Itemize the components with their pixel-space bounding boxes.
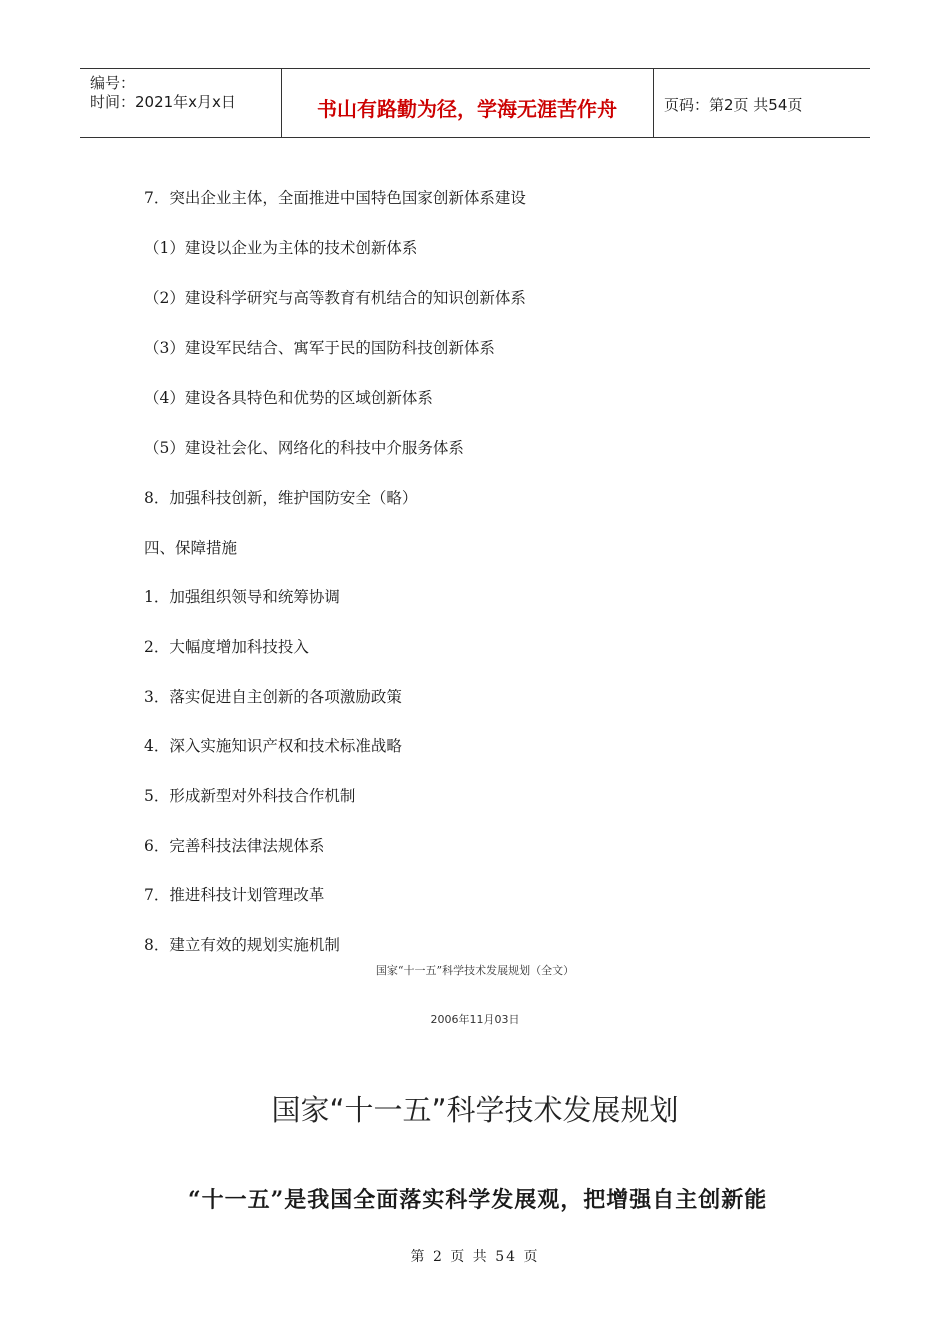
list-item: 7．突出企业主体，全面推进中国特色国家创新体系建设 bbox=[144, 189, 526, 207]
list-item: 5．形成新型对外科技合作机制 bbox=[144, 787, 356, 805]
page-header bbox=[80, 68, 870, 138]
header-page-cell bbox=[654, 69, 870, 137]
list-item: 7．推进科技计划管理改革 bbox=[144, 886, 325, 904]
list-item: 4．深入实施知识产权和技术标准战略 bbox=[144, 737, 402, 755]
list-item: 3．落实促进自主创新的各项激励政策 bbox=[144, 688, 402, 706]
header-info-cell bbox=[80, 69, 282, 137]
lead-paragraph: “十一五”是我国全面落实科学发展观，把增强自主创新能 bbox=[188, 1187, 768, 1213]
list-item: （2）建设科学研究与高等教育有机结合的知识创新体系 bbox=[144, 289, 526, 307]
section-heading: 四、保障措施 bbox=[144, 539, 238, 557]
list-item: （1）建设以企业为主体的技术创新体系 bbox=[144, 239, 418, 257]
page-footer: 第 2 页 共 54 页 bbox=[410, 1249, 540, 1265]
number-label: 编号： bbox=[90, 74, 136, 92]
list-item: （3）建设军民结合、寓军于民的国防科技创新体系 bbox=[144, 339, 495, 357]
list-item: 1．加强组织领导和统筹协调 bbox=[144, 588, 340, 606]
list-item: 8．加强科技创新，维护国防安全（略） bbox=[144, 489, 418, 507]
header-motto-cell bbox=[281, 69, 654, 137]
list-item: （4）建设各具特色和优势的区域创新体系 bbox=[144, 389, 433, 407]
list-item: （5）建设社会化、网络化的科技中介服务体系 bbox=[144, 439, 464, 457]
list-item: 6．完善科技法律法规体系 bbox=[144, 837, 325, 855]
document-title: 国家“十一五”科学技术发展规划 bbox=[271, 1093, 679, 1127]
header-page-info: 页码：第2页 共54页 bbox=[664, 96, 803, 114]
source-line: 国家“十一五”科学技术发展规划（全文） bbox=[375, 964, 575, 977]
header-motto: 书山有路勤为径，学海无涯苦作舟 bbox=[317, 97, 617, 121]
list-item: 8．建立有效的规划实施机制 bbox=[144, 936, 340, 954]
list-item: 2．大幅度增加科技投入 bbox=[144, 638, 309, 656]
time-label: 时间：2021年x月x日 bbox=[90, 93, 236, 111]
date-line: 2006年11月03日 bbox=[430, 1013, 520, 1026]
